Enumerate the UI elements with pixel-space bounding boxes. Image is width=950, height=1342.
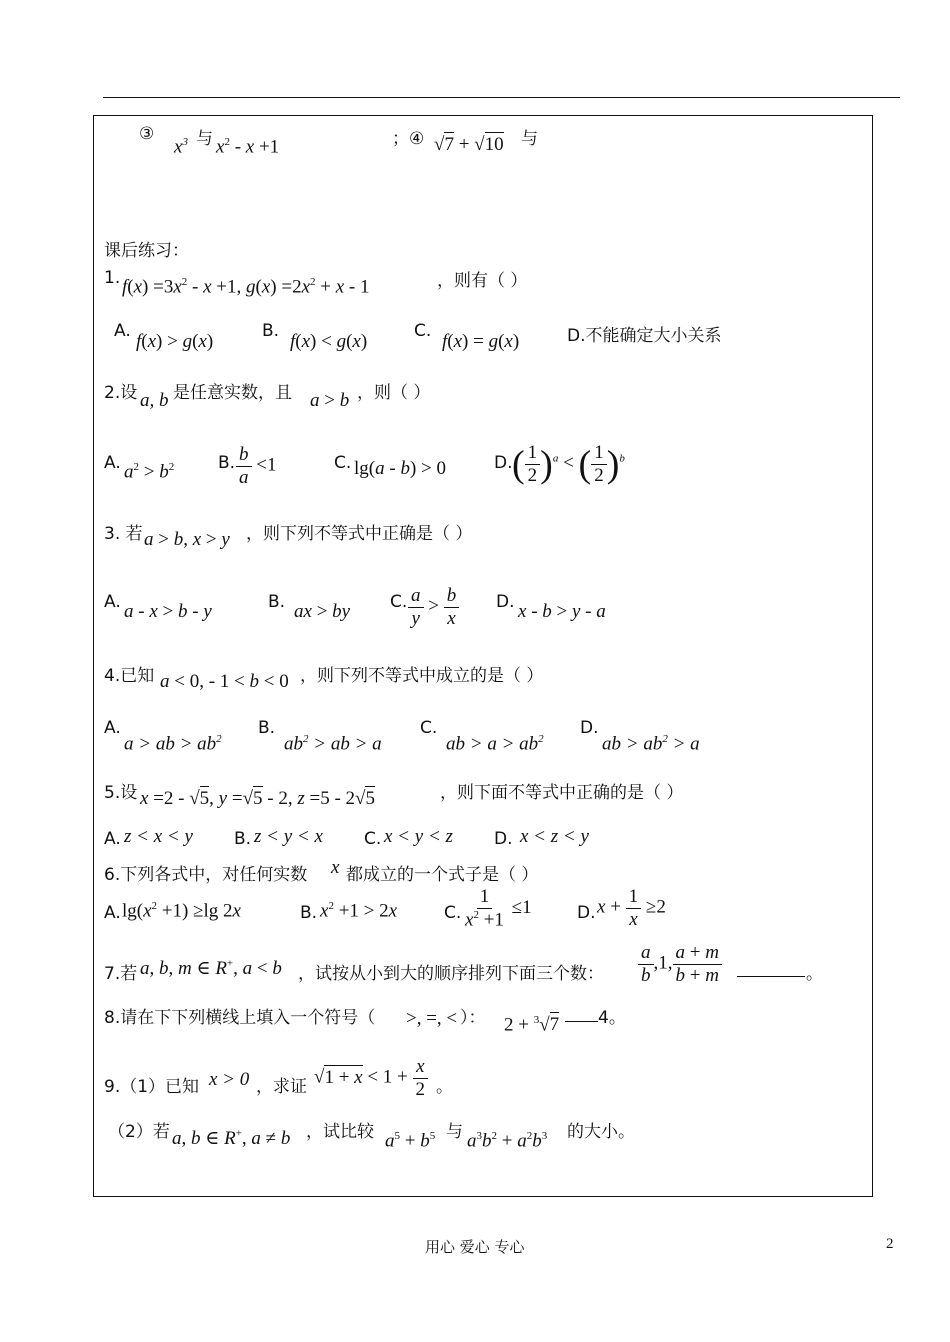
item3-yu: 与: [196, 129, 213, 149]
q6-var: x: [331, 857, 340, 878]
q4-option-c: ab > $a > ab^2$: [446, 733, 544, 755]
q3-option-b-label: B.: [268, 592, 286, 612]
q7-condition: a, b, m ∈ R+, a < b: [140, 957, 282, 979]
q8-head: 8.请在下下列横线上填入一个符号（: [104, 1008, 376, 1028]
q6-tail: 都成立的一个式子是（ ）: [346, 865, 539, 885]
q1-option-a-label: A.: [114, 321, 131, 341]
item3-marker: ③: [139, 124, 155, 144]
q3-option-a: a - x > b - y: [124, 601, 212, 622]
q5-option-c: x < y < z: [384, 826, 453, 847]
q3-option-a-label: A.: [104, 592, 121, 612]
q2-option-a-label: A.: [104, 453, 121, 473]
q4-option-d: ab > $ab^2 > a$: [602, 733, 700, 755]
q4-option-b-label: B.: [258, 718, 276, 738]
page-number: 2: [886, 1236, 894, 1252]
q6-option-a-label: A.: [104, 903, 121, 923]
q2-option-b: $\frac{b}{a}$ <1: [236, 444, 276, 489]
q9-condition: x > 0: [209, 1069, 250, 1090]
q5-condition: x =2 - √5, y =√5 - 2, z =5 - 2√5: [140, 788, 375, 809]
q7-tail: ，试按从小到大的顺序排列下面三个数：: [298, 964, 604, 984]
q9-part2-end: 的大小。: [567, 1122, 635, 1142]
q1-option-b: f(x) < g(x): [290, 331, 368, 352]
q5-option-a: z < x < y: [124, 826, 193, 847]
q7-head: 7.若: [104, 964, 138, 984]
q1-tail: ，则有（ ）: [437, 271, 528, 291]
q3-tail: ，则下列不等式中正确是（ ）: [246, 524, 473, 544]
q7-end: 。: [806, 964, 823, 984]
item4-marker: ；④: [392, 129, 425, 149]
q2-option-c: lg(a - b) > 0: [354, 458, 446, 479]
q1-stem: $f(x) =3x^2 - x +1$, $g(x) =2x^2 + x - 1$: [122, 276, 370, 298]
q3-option-c: $\frac{a}{y}$ > $\frac{b}{x}$: [408, 585, 459, 630]
q6-option-b-label: B.: [300, 903, 318, 923]
q2-mid: 是任意实数，且: [173, 383, 292, 403]
q3-head: 3. 若: [104, 524, 143, 544]
q1-option-c-label: C.: [414, 321, 432, 341]
q4-option-d-label: D.: [580, 718, 599, 738]
q2-option-b-label: B.: [218, 453, 236, 473]
q1-option-a: f(x) > g(x): [136, 331, 214, 352]
item4-expr: √7 + √10: [434, 134, 504, 155]
q1-option-b-label: B.: [262, 321, 280, 341]
q4-head: 4.已知: [104, 666, 155, 686]
q9-head: 9.（1）已知: [104, 1077, 200, 1097]
q1-option-d: D.不能确定大小关系: [567, 326, 722, 346]
q8-answer-blank[interactable]: [565, 1021, 598, 1022]
section-title: 课后练习：: [104, 241, 189, 261]
q5-tail: ，则下面不等式中正确的是（ ）: [440, 783, 684, 803]
q6-option-d: x + $\frac{1}{x}$ ≥2: [597, 886, 666, 930]
q3-option-d: x - b > y - a: [518, 601, 606, 622]
q6-option-c-label: C.: [444, 903, 462, 923]
q4-option-b: $ab^2$ > ab > a: [284, 733, 382, 755]
q2-option-a: $a^2 > b^2$: [124, 461, 175, 483]
q6-head: 6.下列各式中，对任何实数: [104, 865, 308, 885]
q2-option-d: ( $\frac{1}{2}$ )$^a$ < ( $\frac{1}{2}$ )$^b$: [512, 442, 625, 486]
q5-option-d-label: D.: [494, 829, 513, 849]
q4-option-a: a > ab > $ab^2$: [124, 733, 222, 755]
footer-text: 用心 爱心 专心: [425, 1238, 525, 1256]
q5-head: 5.设: [104, 783, 138, 803]
q9-part2-left-expr: $a^5 + b^5$: [385, 1130, 436, 1152]
q3-option-b: ax > by: [294, 601, 351, 622]
q7-numbers: $\frac{a}{b}$ ,1, $\frac{a + m}{b + m}$: [638, 942, 722, 987]
header-rule: [103, 97, 900, 98]
q4-tail: ，则下列不等式中成立的是（ ）: [300, 666, 544, 686]
item4-yu: 与: [521, 129, 538, 149]
q5-option-b: z < y < x: [254, 826, 323, 847]
q8-close: ）：: [460, 1008, 486, 1028]
q9-part2-right-expr: $a^3b^2 + a^2b^3$: [467, 1130, 548, 1152]
q6-option-b: $x^2 +1 > 2x$: [320, 900, 398, 922]
q2-option-d-label: D.: [494, 453, 513, 473]
q4-condition: a < 0, - 1 < b < 0: [160, 671, 289, 692]
q5-option-a-label: A.: [104, 829, 121, 849]
item3-left-expr: $x^3$: [174, 136, 188, 158]
q9-end: 。: [436, 1077, 453, 1097]
q5-option-c-label: C.: [364, 829, 382, 849]
q5-option-d: x < z < y: [520, 826, 589, 847]
q9-inequality: √1 + x < 1 + $\frac{x}{2}$: [314, 1056, 428, 1101]
q9-part2-yu: 与: [446, 1122, 463, 1142]
q9-part2-head: （2）若: [108, 1122, 170, 1142]
q9-mid: ，求证: [256, 1077, 307, 1097]
q9-part2-condition: a, b ∈ R+, a ≠ b: [172, 1127, 291, 1149]
q2-condition: a > b: [310, 390, 350, 411]
q3-option-c-label: C.: [390, 592, 408, 612]
q8-symbols: >, =, <: [406, 1008, 458, 1029]
q9-part2-mid: ，试比较: [306, 1122, 374, 1142]
q3-condition: a > b, x > y: [144, 529, 230, 550]
item3-right-expr: $x^2 - x +1$: [216, 136, 280, 158]
q1-option-c: f(x) = g(x): [442, 331, 520, 352]
q5-option-b-label: B.: [234, 829, 252, 849]
q4-option-c-label: C.: [420, 718, 438, 738]
q2-vars: a, b: [140, 390, 169, 411]
q2-option-c-label: C.: [334, 453, 352, 473]
q8-end: 4。: [598, 1008, 626, 1028]
q1-number: 1.: [104, 268, 121, 288]
q7-answer-blank[interactable]: [737, 976, 805, 977]
q2-head: 2.设: [104, 383, 138, 403]
q3-option-d-label: D.: [496, 592, 515, 612]
q4-option-a-label: A.: [104, 718, 121, 738]
q6-option-c: $\frac{1}{x^2 +1}$ ≤1: [465, 886, 532, 931]
q8-expr: 2 + $^3$√7: [504, 1014, 560, 1036]
q6-option-a: $\lg(x^2 +1) \ge\lg$ 2x: [122, 900, 241, 922]
q2-tail: ，则（ ）: [357, 383, 431, 403]
q6-option-d-label: D.: [577, 903, 596, 923]
